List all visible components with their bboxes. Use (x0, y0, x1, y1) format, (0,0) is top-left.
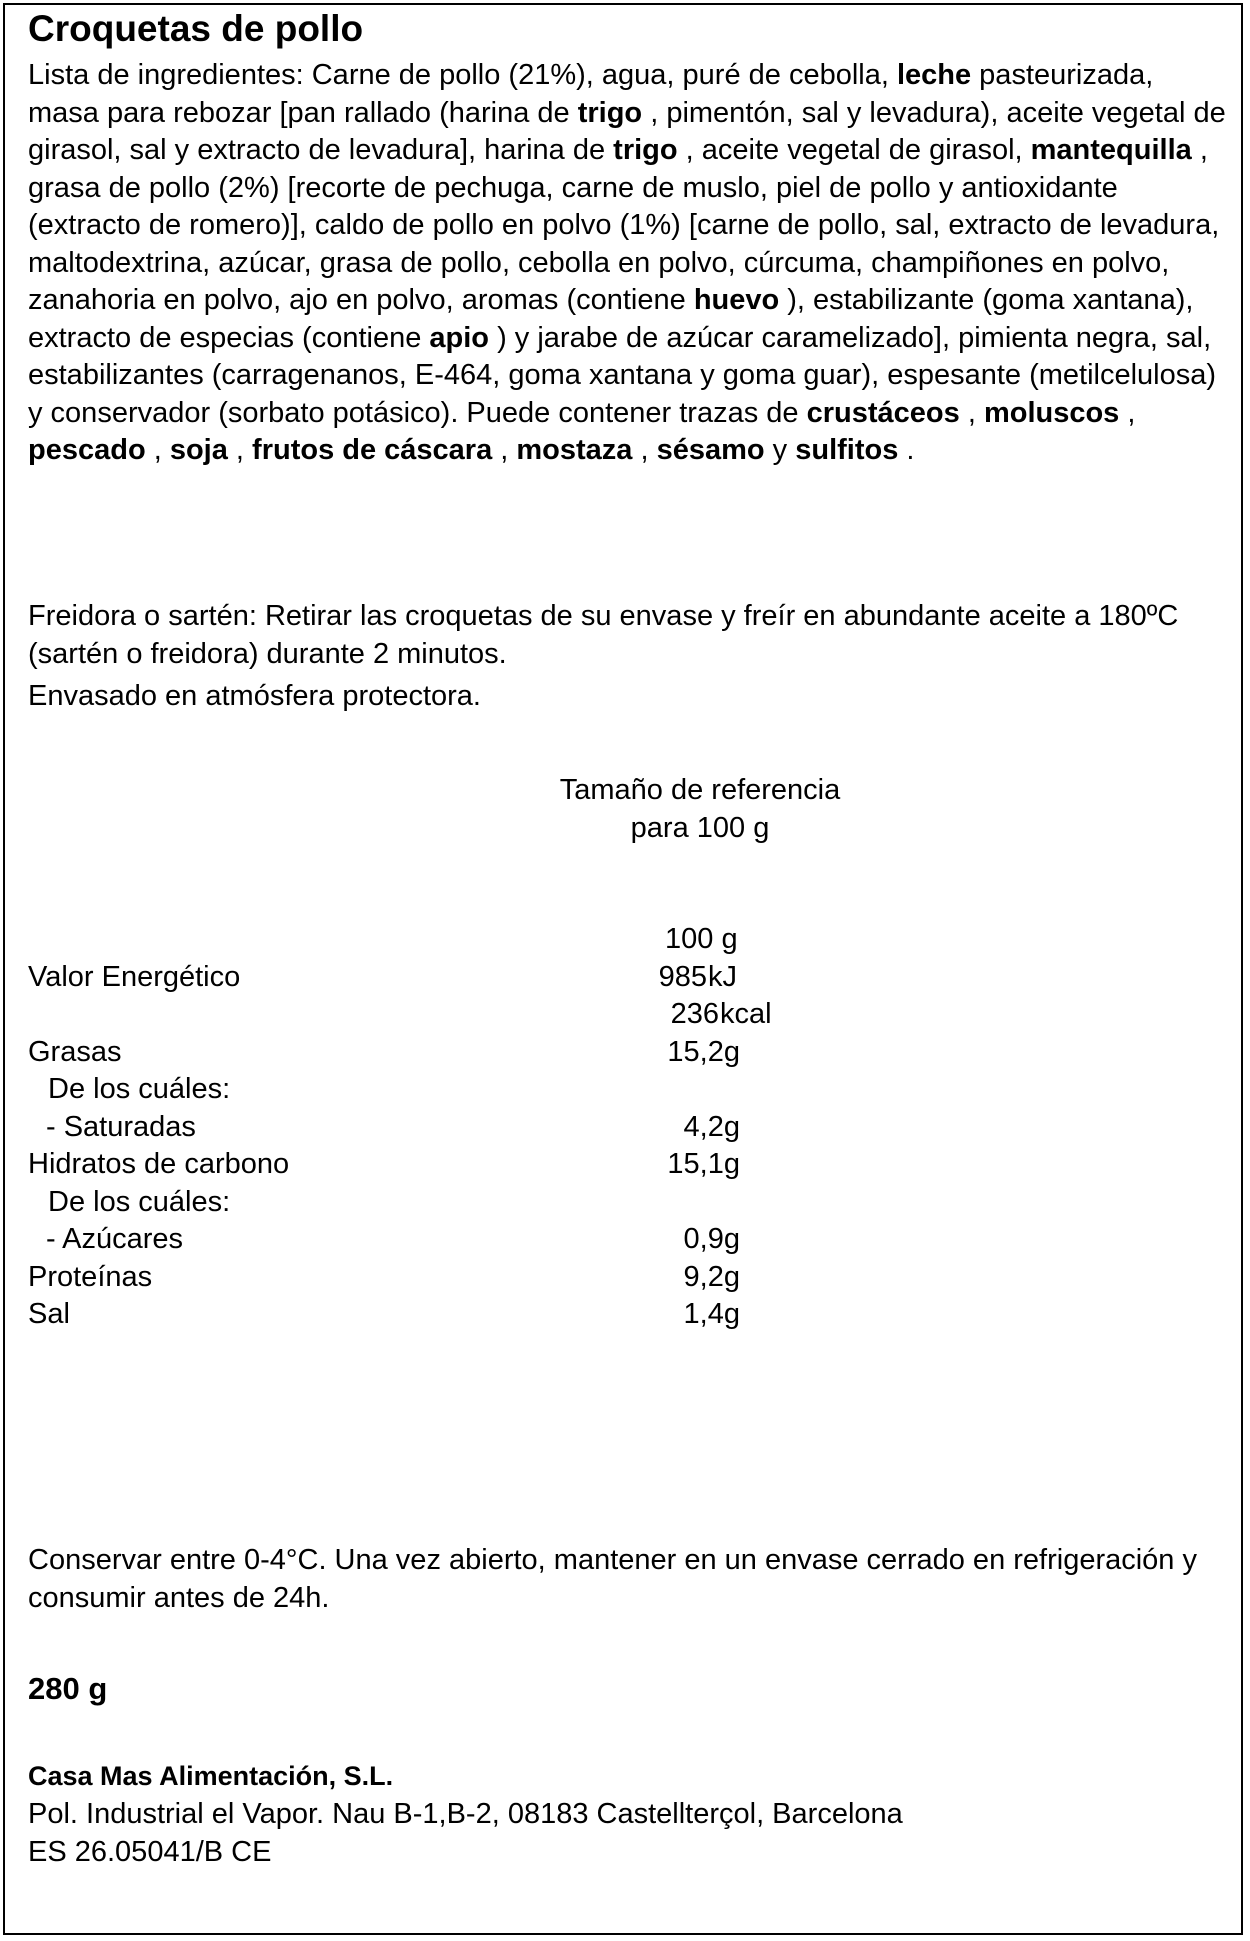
fat-label: Grasas (28, 1036, 122, 1068)
allergen-leche: leche (896, 59, 972, 91)
allergen-moluscos: moluscos (983, 396, 1120, 429)
allergen-mantequilla: mantequilla (1030, 134, 1192, 166)
allergen-apio: apio (429, 321, 490, 354)
nutrition-reference-heading (305, 772, 1095, 847)
allergen-huevo: huevo (693, 284, 780, 316)
saturated-label: - Saturadas (46, 1111, 196, 1143)
fat-of-which-label: De los cuáles: (48, 1073, 231, 1105)
allergen-frutos-de-cáscara: frutos de cáscara (252, 434, 493, 466)
protein-label: Proteínas (28, 1261, 153, 1293)
allergen-pescado: pescado (28, 434, 146, 466)
ingredient-text: , pimentón, sal y levadura), aceite vegetal de girasol, sal y extracto de levadura], harina de (28, 96, 1226, 166)
ingredient-text: , (959, 396, 984, 429)
company-name: Casa Mas Alimentación, S.L. (28, 1761, 394, 1791)
ingredient-text: , (145, 434, 170, 466)
nutrition-reference-line2: para 100 g (630, 811, 770, 844)
ingredients-list (28, 57, 1228, 470)
ingredient-text: , aceite vegetal de girasol, (677, 134, 1031, 166)
allergen-sésamo: sésamo (656, 434, 765, 466)
nutrition-reference-line1: Tamaño de referencia (559, 774, 841, 806)
sugars-label: - Azúcares (46, 1223, 183, 1255)
salt-label: Sal (28, 1298, 70, 1330)
ingredient-text: Lista de ingredientes: Carne de pollo (21%), agua, puré de cebolla, (28, 59, 897, 91)
sugars-value: 0,9g (683, 1223, 740, 1255)
nutrition-column-header: 100 g (665, 923, 738, 955)
sanitary-registry: ES 26.05041/B CE (28, 1836, 272, 1868)
carbs-value: 15,1g (667, 1148, 740, 1180)
ingredient-text: , (227, 434, 253, 466)
allergen-sulfitos: sulfitos (795, 434, 899, 466)
energy-kcal-unit: kcal (720, 998, 772, 1030)
allergen-mostaza: mostaza (516, 434, 633, 466)
energy-kj-value: 985 (658, 961, 707, 993)
carbs-label: Hidratos de carbono (28, 1148, 290, 1180)
product-label (3, 3, 1243, 1935)
company-address: Pol. Industrial el Vapor. Nau B-1,B-2, 08183 Castellterçol, Barcelona (28, 1798, 903, 1830)
allergen-soja: soja (169, 434, 228, 466)
allergen-trigo: trigo (577, 96, 643, 129)
ingredient-text: pasteurizada, masa para rebozar [pan rallado (harina de (28, 59, 1154, 129)
energy-kcal-value: 236 (670, 998, 719, 1030)
net-weight: 280 g (28, 1671, 108, 1706)
preparation-instructions: Freidora o sartén: Retirar las croquetas de su envase y freír en abundante aceite a 180ºC (sartén o freidora) durante 2 minutos. (28, 600, 1179, 670)
allergen-crustáceos: crustáceos (806, 396, 960, 429)
ingredient-text: , (632, 434, 657, 466)
fat-value: 15,2g (667, 1036, 740, 1068)
saturated-value: 4,2g (683, 1111, 740, 1143)
ingredient-text: , (492, 434, 517, 466)
ingredient-text: y (764, 434, 796, 466)
ingredient-text: ) y jarabe de azúcar caramelizado], pimienta negra, sal, estabilizantes (carragenanos, E-464, goma xantana y goma guar), espesante (metilcelulosa) y conservador (sorbato potásico). Puede contener trazas de (28, 321, 1217, 429)
product-title: Croquetas de pollo (28, 8, 364, 49)
energy-label: Valor Energético (28, 961, 241, 993)
energy-kj-unit: kJ (708, 961, 737, 993)
salt-value: 1,4g (683, 1298, 740, 1330)
storage-instructions: Conservar entre 0-4°C. Una vez abierto, mantener en un envase cerrado en refrigeración y consumir antes de 24h. (28, 1544, 1197, 1614)
ingredient-text: ), estabilizante (goma xantana), extracto de especias (contiene (28, 284, 1194, 354)
ingredient-text: , grasa de pollo (2%) [recorte de pechuga, carne de muslo, piel de pollo y antioxidante (extracto de romero)], caldo de pollo en polvo (1%) [carne de pollo, sal, extracto de levadura, maltodextrina, azúcar, grasa de pollo, cebolla en polvo, cúrcuma, champiñones en polvo, zanahoria en polvo, ajo en polvo, aromas (contiene (28, 134, 1220, 316)
protein-value: 9,2g (683, 1261, 740, 1293)
ingredient-text: , (1119, 396, 1136, 429)
packaging-atmosphere-note: Envasado en atmósfera protectora. (28, 680, 481, 712)
allergen-trigo: trigo (613, 134, 678, 166)
ingredient-text: . (898, 434, 915, 466)
carbs-of-which-label: De los cuáles: (48, 1186, 231, 1218)
